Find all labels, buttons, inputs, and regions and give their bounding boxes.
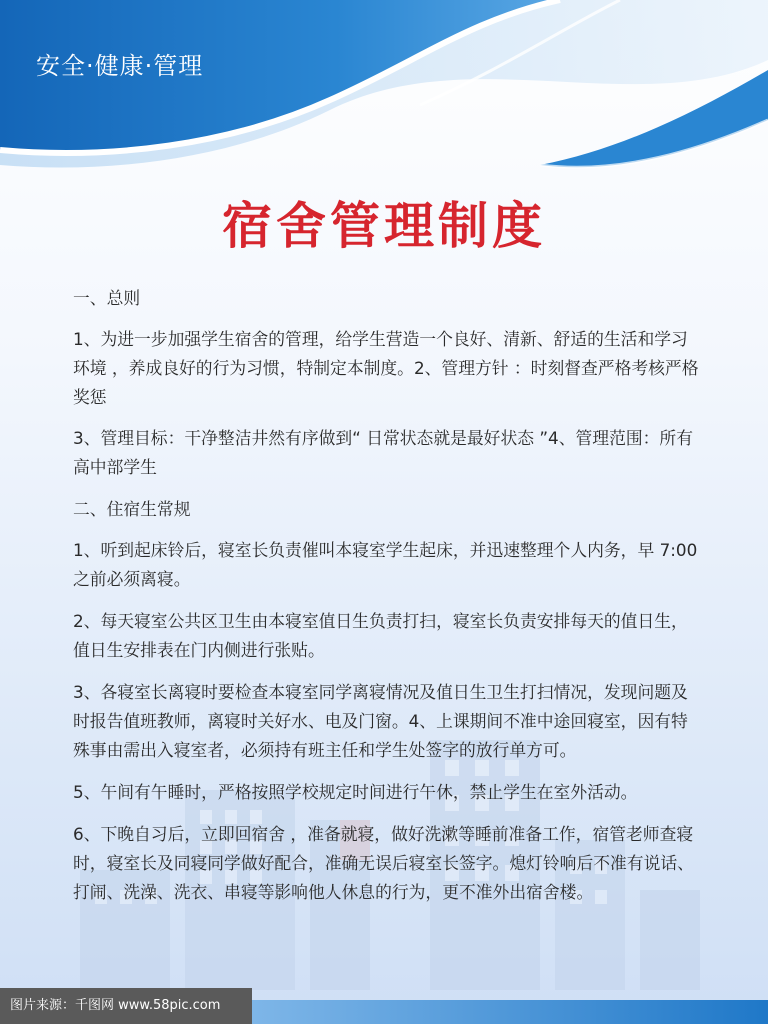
header-slogan: 安全·健康·管理: [36, 52, 204, 80]
general-paragraph-1: 1、为进一步加强学生宿舍的管理，给学生营造一个良好、清新、舒适的生活和学习环境 ，养成良好的行为习惯，特制定本制度。2、管理方针 ：时刻督查严格考核严格奖惩: [73, 329, 699, 407]
section-heading-boarding-rules: 二、住宿生常规: [73, 499, 191, 519]
regulation-content: [73, 284, 701, 920]
rule-item-1: 1、听到起床铃后，寝室长负责催叫本寝室学生起床，并迅速整理个人内务，早 7:00 之前必须离寝。: [73, 540, 698, 589]
rule-item-6: 6、下晚自习后，立即回宿舍 ，准备就寝，做好洗漱等睡前准备工作，宿管老师查寝时，寝室长及同寝同学做好配合，准确无误后寝室长签字。熄灯铃响后不准有说话、打闹、洗澡、洗衣、串寝等影响他人休息的行为，更不准外出宿舍楼。: [73, 824, 694, 902]
section-heading-general: 一、总则: [73, 288, 141, 308]
page-title: 宿舍管理制度: [222, 196, 546, 255]
header-wave-decoration: [0, 0, 768, 200]
rule-item-3: 3、各寝室长离寝时要检查本寝室同学离寝情况及值日生卫生打扫情况，发现问题及时报告值班教师，离寝时关好水、电及门窗。4、上课期间不准中途回寝室，因有特殊事由需出入寝室者，必须持有班主任和学生处签字的放行单方可。: [73, 682, 688, 760]
image-source-watermark: 图片来源：千图网 www.58pic.com: [0, 988, 252, 1024]
rule-item-5: 5、午间有午睡时，严格按照学校规定时间进行午休，禁止学生在室外活动。: [73, 782, 638, 802]
rule-item-2: 2、每天寝室公共区卫生由本寝室值日生负责打扫，寝室长负责安排每天的值日生，值日生安排表在门内侧进行张贴。: [73, 611, 688, 660]
general-paragraph-2: 3、管理目标：干净整洁井然有序做到“ 日常状态就是最好状态 ”4、管理范围：所有高中部学生: [73, 428, 693, 477]
footer-blue-bar: [252, 1000, 768, 1024]
